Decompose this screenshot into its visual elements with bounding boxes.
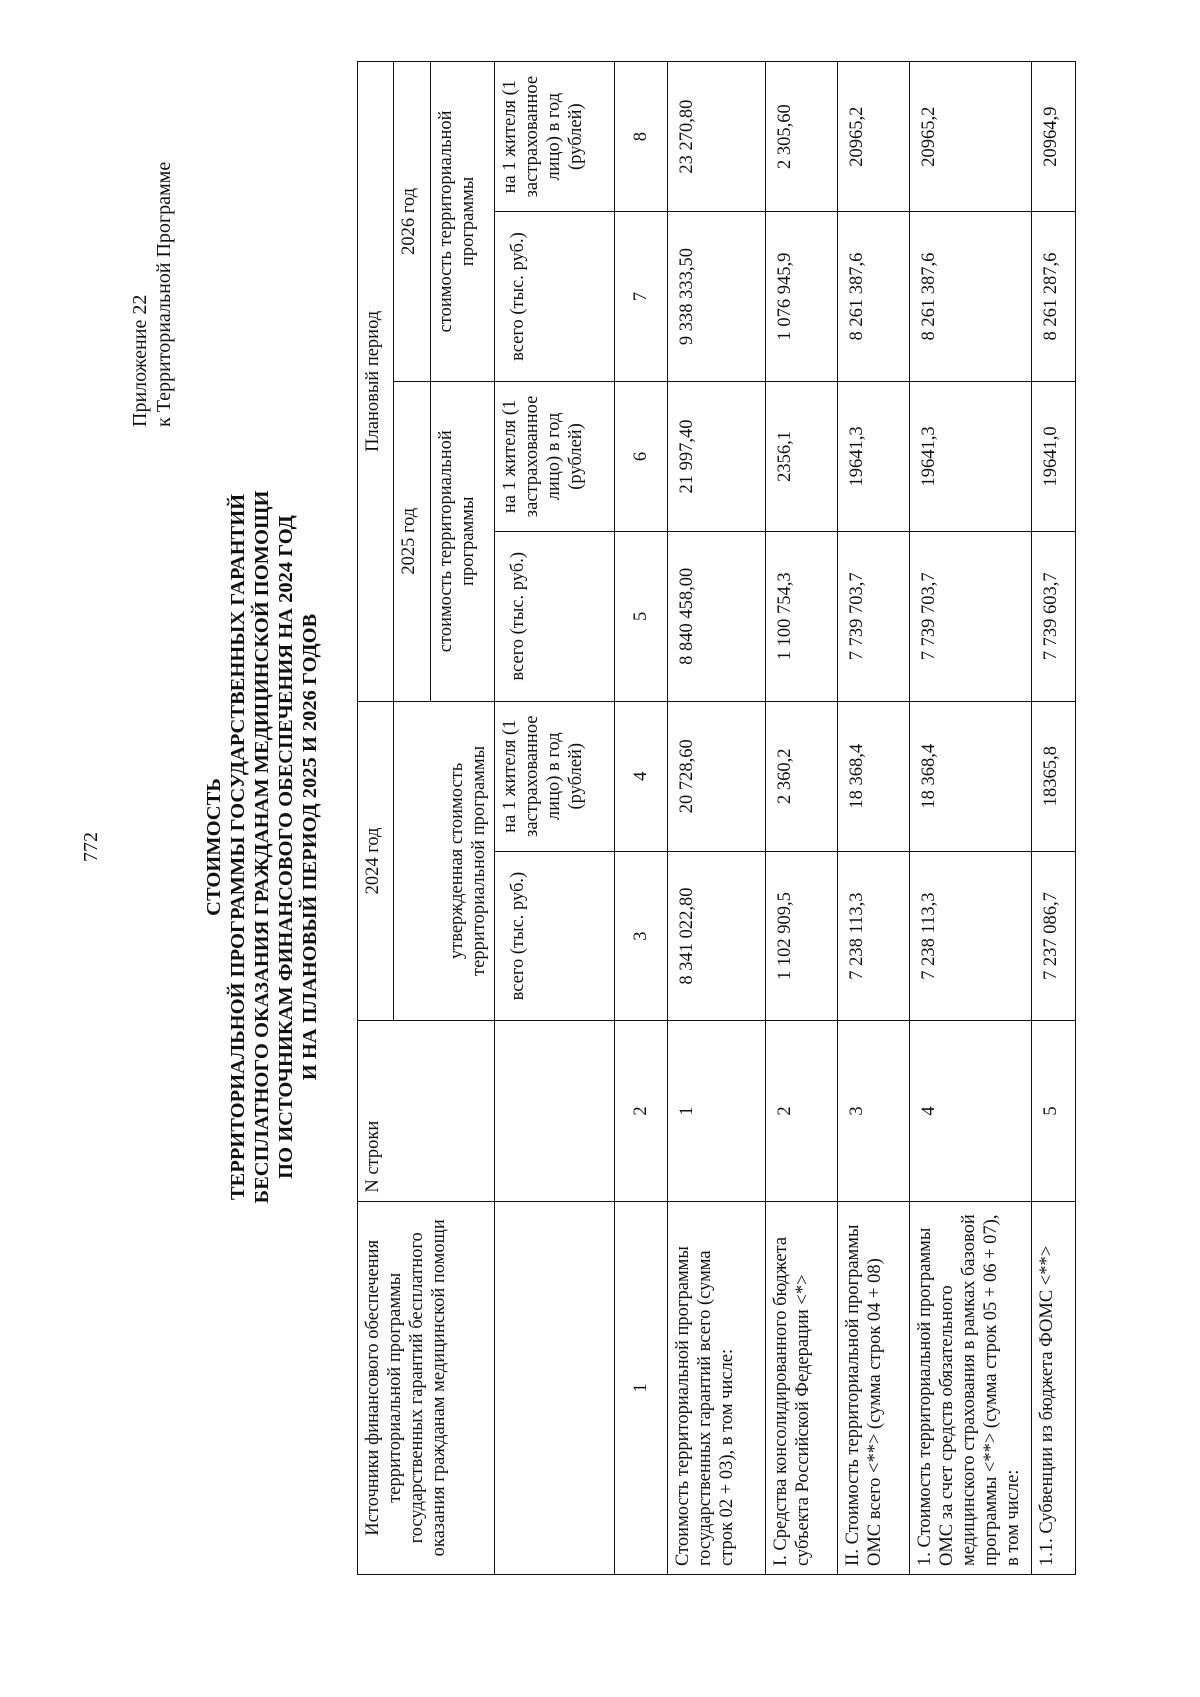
cell-value: 7 237 086,7 <box>1032 851 1076 1021</box>
table-row <box>910 62 1032 1575</box>
header-per-capita-2024: на 1 жителя (1 застрахованное лицо) в год (рублей) <box>495 701 615 851</box>
row-number: 1 <box>668 1021 766 1201</box>
header-blank <box>495 1021 615 1201</box>
column-number-row <box>615 62 668 1575</box>
cell-value: 19641,0 <box>1032 381 1076 531</box>
table-row <box>838 62 910 1575</box>
page-number: 772 <box>80 832 102 862</box>
cell-value: 18365,8 <box>1032 701 1076 851</box>
title-line: И НА ПЛАНОВЫЙ ПЕРИОД 2025 И 2026 ГОДОВ <box>299 613 321 1081</box>
row-label: 1. Стоимость территориальной программы ОМС за счет средств обязательного медицинского страхования в рамках базовой программы <**> (сумма строк 05 + 06 + 07), в том числе: <box>910 1201 1032 1574</box>
cell-value: 9 338 333,50 <box>668 212 766 382</box>
header-total-2026: всего (тыс. руб.) <box>495 212 615 382</box>
row-label: Стоимость территориальной программы государственных гарантий всего (сумма строк 02 + 03), в том числе: <box>668 1201 766 1574</box>
row-number: 2 <box>766 1021 838 1201</box>
cell-value: 19641,3 <box>910 381 1032 531</box>
cell-value: 8 261 387,6 <box>838 212 910 382</box>
column-number: 3 <box>615 851 668 1021</box>
header-row-number: N строки <box>358 1021 495 1201</box>
annex-line-2: к Территориальной Программе <box>153 161 175 427</box>
cell-value: 23 270,80 <box>668 62 766 212</box>
header-total-2024: всего (тыс. руб.) <box>495 851 615 1021</box>
cell-value: 20965,2 <box>910 62 1032 212</box>
row-number: 4 <box>910 1021 1032 1201</box>
header-source: Источники финансового обеспечения территориальной программы государственных гарантий бесплатного оказания гражданам медицинской помощи <box>358 1201 495 1574</box>
column-number: 7 <box>615 212 668 382</box>
header-per-capita-2026: на 1 жителя (1 застрахованное лицо) в год (рублей) <box>495 62 615 212</box>
table-row <box>1032 62 1076 1575</box>
column-number: 6 <box>615 381 668 531</box>
row-label: I. Средства консолидированного бюджета субъекта Российской Федерации <*> <box>766 1201 838 1574</box>
cell-value: 8 261 287,6 <box>1032 212 1076 382</box>
cell-value: 2 305,60 <box>766 62 838 212</box>
cell-value: 21 997,40 <box>668 381 766 531</box>
header-total-2025: всего (тыс. руб.) <box>495 532 615 702</box>
cell-value: 2 360,2 <box>766 701 838 851</box>
title-line: ТЕРРИТОРИАЛЬНОЙ ПРОГРАММЫ ГОСУДАРСТВЕННЫХ ГАРАНТИЙ <box>227 493 249 1201</box>
column-number: 2 <box>615 1021 668 1201</box>
cell-value: 2356,1 <box>766 381 838 531</box>
cell-value: 7 739 703,7 <box>838 532 910 702</box>
cell-value: 8 840 458,00 <box>668 532 766 702</box>
header-plan-period: Плановый период <box>358 62 394 702</box>
cell-value: 7 739 603,7 <box>1032 532 1076 702</box>
cell-value: 8 261 387,6 <box>910 212 1032 382</box>
annex-line-1: Приложение 22 <box>129 294 151 427</box>
row-label: II. Стоимость территориальной программы ОМС всего <**> (сумма строк 04 + 08) <box>838 1201 910 1574</box>
header-year-2025: 2025 год <box>394 381 431 701</box>
title-line: БЕСПЛАТНОГО ОКАЗАНИЯ ГРАЖДАНАМ МЕДИЦИНСКОЙ ПОМОЩИ <box>251 490 273 1204</box>
cell-value: 20 728,60 <box>668 701 766 851</box>
cell-value: 18 368,4 <box>838 701 910 851</box>
header-year-2026: 2026 год <box>394 62 431 382</box>
cell-value: 1 102 909,5 <box>766 851 838 1021</box>
header-per-capita-2025: на 1 жителя (1 застрахованное лицо) в год (рублей) <box>495 381 615 531</box>
column-number: 5 <box>615 532 668 702</box>
row-number: 5 <box>1032 1021 1076 1201</box>
row-number: 3 <box>838 1021 910 1201</box>
header-approved-cost-text: утвержденная стоимость территориальной программы <box>447 746 489 976</box>
header-cost-2025: стоимость территориальной программы <box>431 381 495 701</box>
title-line: СТОИМОСТЬ <box>203 778 225 916</box>
cell-value: 18 368,4 <box>910 701 1032 851</box>
header-cost-2026: стоимость территориальной программы <box>431 62 495 382</box>
table-row <box>668 62 766 1575</box>
header-approved-cost <box>394 701 495 1021</box>
table-row <box>766 62 838 1575</box>
row-label: 1.1. Субвенции из бюджета ФОМС <**> <box>1032 1201 1076 1574</box>
cell-value: 7 238 113,3 <box>838 851 910 1021</box>
cell-value: 7 238 113,3 <box>910 851 1032 1021</box>
cell-value: 20965,2 <box>838 62 910 212</box>
document-title <box>202 297 322 1397</box>
cell-value: 7 739 703,7 <box>910 532 1032 702</box>
cell-value: 20964,9 <box>1032 62 1076 212</box>
cell-value: 1 076 945,9 <box>766 212 838 382</box>
column-number: 8 <box>615 62 668 212</box>
cell-value: 8 341 022,80 <box>668 851 766 1021</box>
annex-note <box>128 162 176 427</box>
cell-value: 19641,3 <box>838 381 910 531</box>
header-blank <box>495 1201 615 1574</box>
cost-table <box>357 61 1076 1575</box>
column-number: 4 <box>615 701 668 851</box>
column-number: 1 <box>615 1201 668 1574</box>
title-line: ПО ИСТОЧНИКАМ ФИНАНСОВОГО ОБЕСПЕЧЕНИЯ НА 2024 ГОД <box>275 515 297 1179</box>
cell-value: 1 100 754,3 <box>766 532 838 702</box>
header-year-2024: 2024 год <box>358 701 394 1021</box>
